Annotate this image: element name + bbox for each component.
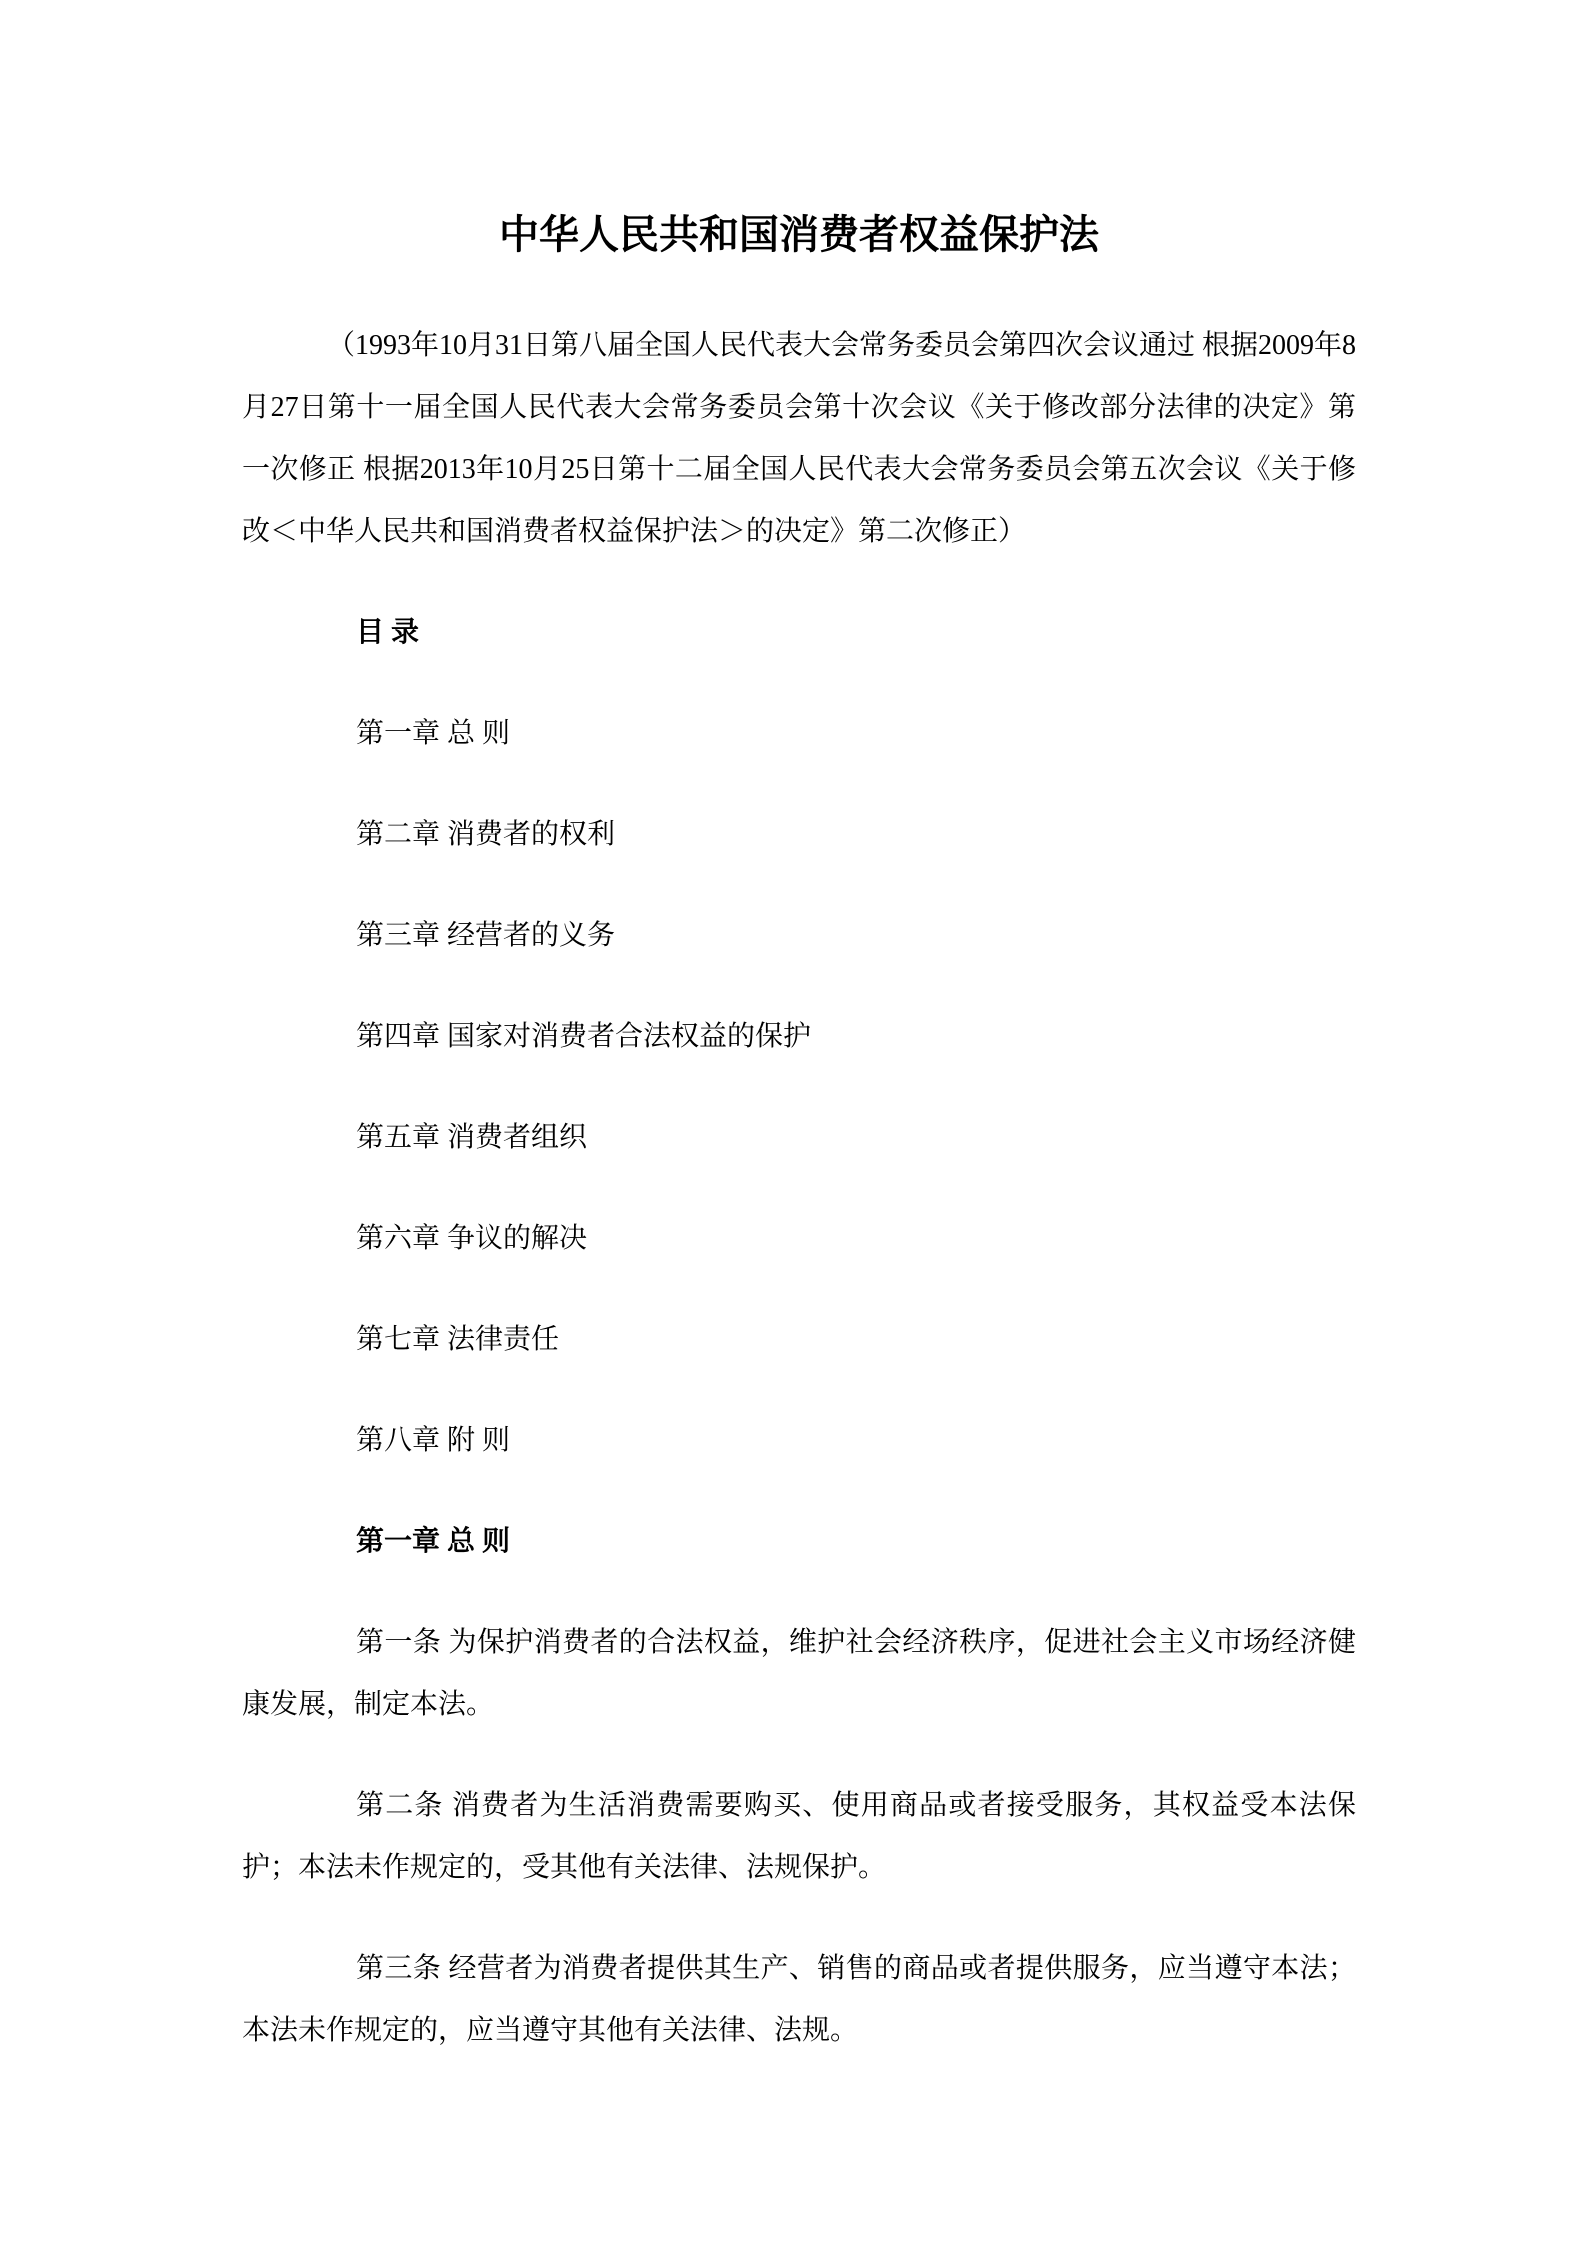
article: 第二条 消费者为生活消费需要购买、使用商品或者接受服务，其权益受本法保护；本法未作规定的，受其他有关法律、法规保护。: [242, 1790, 1356, 1883]
article: 第三条 经营者为消费者提供其生产、销售的商品或者提供服务，应当遵守本法；本法未作规定的，应当遵守其他有关法律、法规。: [242, 1953, 1356, 2046]
article: 第一条 为保护消费者的合法权益，维护社会经济秩序，促进社会主义市场经济健康发展，制定本法。: [242, 1627, 1356, 1720]
toc-item: 第三章 经营者的义务: [356, 920, 616, 951]
toc-item: 第一章 总 则: [356, 718, 511, 749]
toc-heading: 目 录: [356, 617, 420, 648]
document-title: 中华人民共和国消费者权益保护法: [499, 212, 1099, 257]
toc-item: 第二章 消费者的权利: [356, 819, 616, 850]
toc-item: 第八章 附 则: [356, 1425, 511, 1456]
toc-item: 第五章 消费者组织: [356, 1122, 588, 1153]
toc-item: 第六章 争议的解决: [356, 1223, 588, 1254]
document-page: [242, 204, 1356, 2101]
toc-item: 第七章 法律责任: [356, 1324, 560, 1355]
toc-item: 第四章 国家对消费者合法权益的保护: [356, 1021, 812, 1052]
chapter-heading: 第一章 总 则: [356, 1526, 511, 1557]
enactment-note: （1993年10月31日第八届全国人民代表大会常务委员会第四次会议通过 根据2009年8月27日第十一届全国人民代表大会常务委员会第十次会议《关于修改部分法律的决定》第一次修正 根据2013年10月25日第十二届全国人民代表大会常务委员会第五次会议《关于修改＜中华人民共和国消费者权益保护法＞的决定》第二次修正）: [242, 330, 1357, 547]
